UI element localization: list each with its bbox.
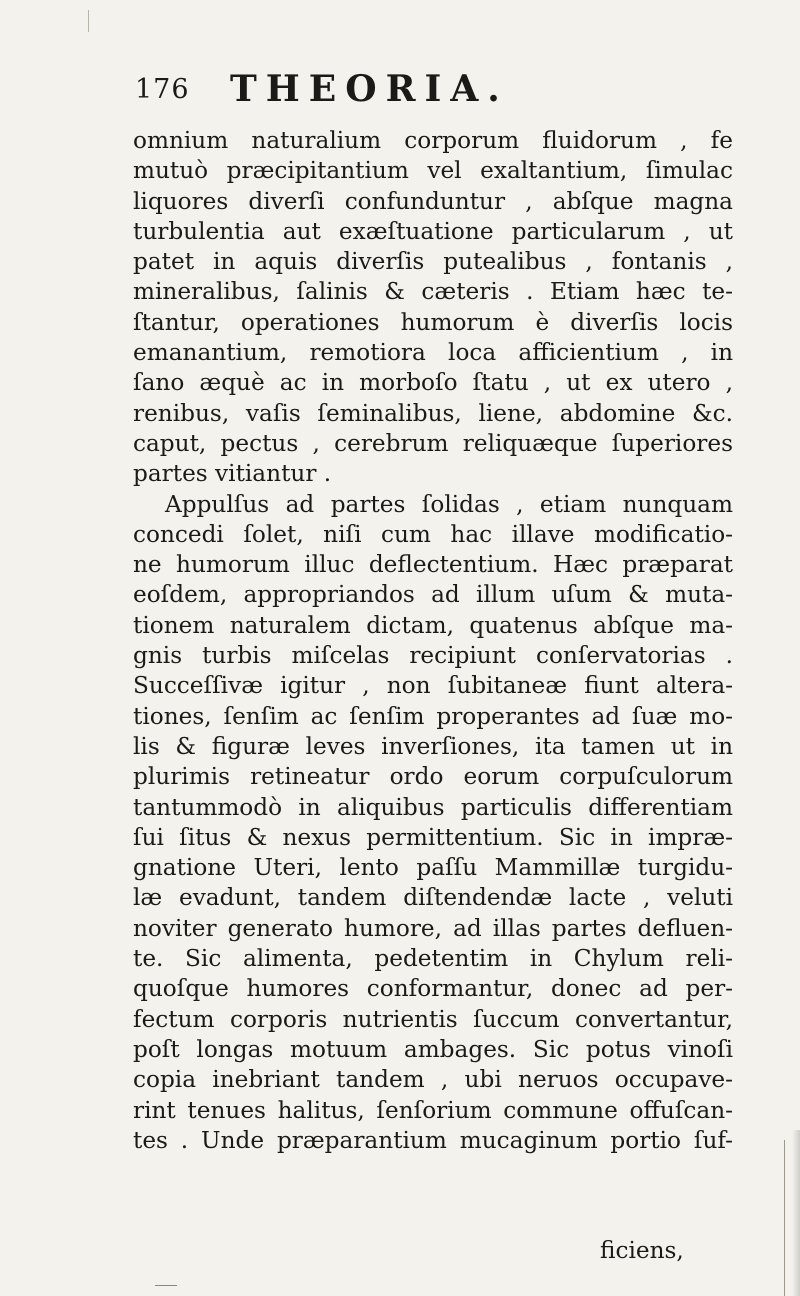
text-line: noviter generato humore, ad illas partes defluen- xyxy=(133,914,733,942)
text-line: emanantium, remotiora loca afficientium , in xyxy=(133,339,733,367)
page-edge-line xyxy=(784,1140,785,1296)
text-line: Succeſſivæ igitur , non ſubitaneæ fiunt altera- xyxy=(133,672,733,700)
text-line: quoſque humores conformantur, donec ad per- xyxy=(133,975,733,1003)
text-line: partes vitiantur . xyxy=(133,460,332,488)
body-text xyxy=(133,126,733,1156)
text-line: fectum corporis nutrientis ſuccum convertantur, xyxy=(133,1005,733,1033)
text-line: ſtantur, operationes humorum è diverſis locis xyxy=(133,308,733,336)
text-line: copia inebriant tandem , ubi neruos occupave- xyxy=(133,1066,733,1094)
text-line: ſano æquè ac in morboſo ſtatu , ut ex utero , xyxy=(133,369,733,397)
text-line: plurimis retineatur ordo eorum corpuſculorum xyxy=(133,763,733,791)
text-line: tantummodò in aliquibus particulis differentiam xyxy=(133,793,733,821)
text-line: tionem naturalem dictam, quatenus abſque ma- xyxy=(133,611,733,639)
text-line: gnatione Uteri, lento paſſu Mammillæ turgidu- xyxy=(133,854,733,882)
page-header xyxy=(135,68,755,118)
text-line: ne humorum illuc deflectentium. Hæc præparat xyxy=(133,551,733,579)
text-line: rint tenues halitus, ſenſorium commune offuſcan- xyxy=(133,1096,733,1124)
text-line: mineralibus, ſalinis & cæteris . Etiam hæc te- xyxy=(133,278,733,306)
text-line: lis & figuræ leves inverſiones, ita tamen ut in xyxy=(133,732,733,760)
text-line: omnium naturalium corporum fluidorum , fe xyxy=(133,127,733,154)
text-line: mutuò præcipitantium vel exaltantium, ſimulac xyxy=(133,157,733,185)
catchword: ficiens, xyxy=(600,1237,684,1264)
page-edge-shadow xyxy=(792,1130,800,1296)
text-line: læ evadunt, tandem diſtendendæ lacte , veluti xyxy=(133,884,733,912)
text-line: caput, pectus , cerebrum reliquæque ſuperiores xyxy=(133,429,733,457)
text-line: liquores diverſi confunduntur , abſque magna xyxy=(133,187,733,215)
text-line: renibus, vaſis ſeminalibus, liene, abdomine &c. xyxy=(133,399,733,427)
text-line: turbulentia aut exæſtuatione particularum , ut xyxy=(133,217,733,245)
text-line: patet in aquis diverſis putealibus , fontanis , xyxy=(133,248,733,276)
text-line: tes . Unde præparantium mucaginum portio ſuf- xyxy=(133,1126,733,1154)
scan-mark xyxy=(88,10,89,32)
text-line: concedi ſolet, niſi cum hac illave modificatio- xyxy=(133,520,733,548)
text-line: tiones, ſenſim ac ſenſim properantes ad ſuæ mo- xyxy=(133,702,733,730)
bottom-mark xyxy=(155,1285,177,1286)
text-line: te. Sic alimenta, pedetentim in Chylum reli- xyxy=(133,945,733,973)
paragraph-first-line: Appulſus ad partes ſolidas , etiam nunquam xyxy=(165,490,733,518)
page-number: 176 xyxy=(135,74,190,105)
text-line: ſui ſitus & nexus permittentium. Sic in impræ- xyxy=(133,823,733,851)
text-line: poſt longas motuum ambages. Sic potus vinoſi xyxy=(133,1035,733,1063)
running-title: THEORIA. xyxy=(230,68,509,110)
text-line: gnis turbis miſcelas recipiunt conſervatorias . xyxy=(133,642,733,670)
text-line: eoſdem, appropriandos ad illum uſum & muta- xyxy=(133,581,733,609)
